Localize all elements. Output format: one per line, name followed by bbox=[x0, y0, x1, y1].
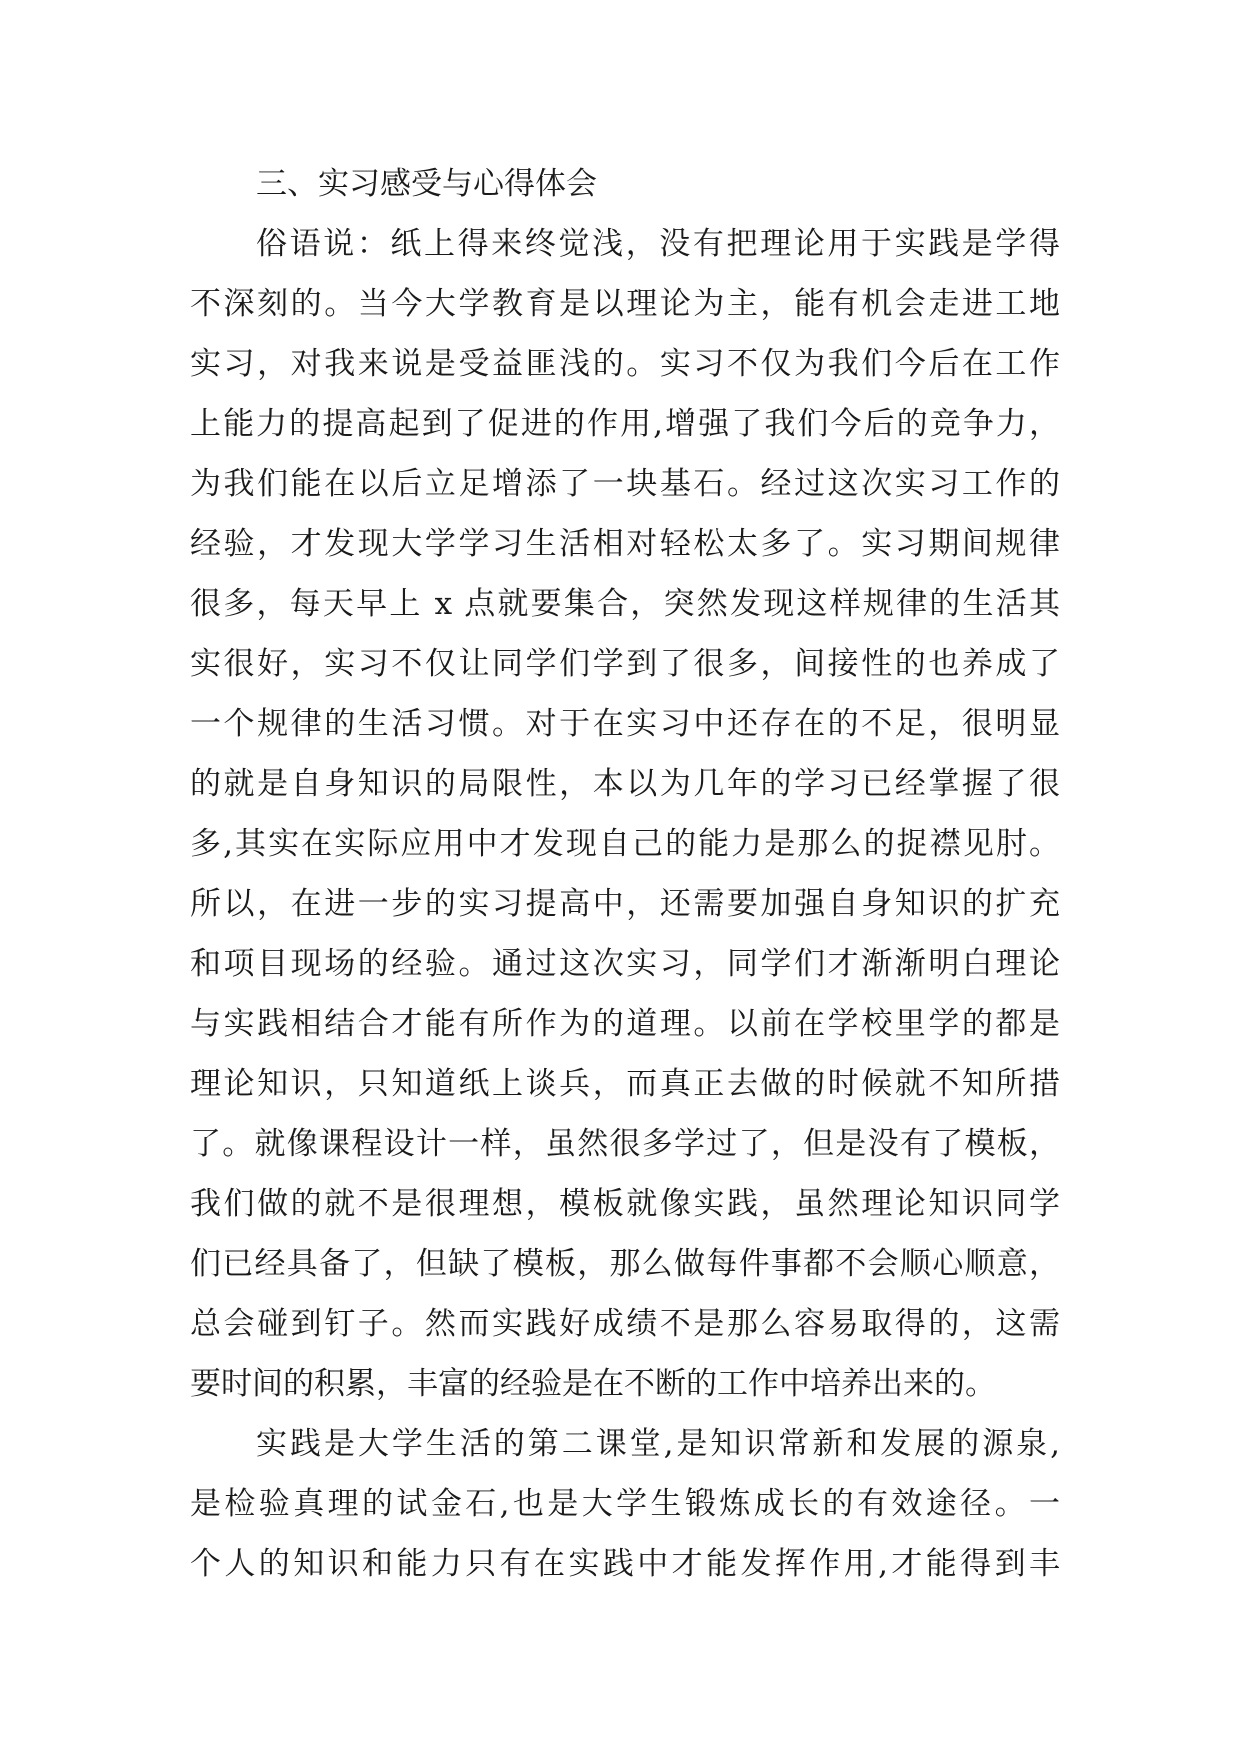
paragraph-line: 多,其实在实际应用中才发现自己的能力是那么的捉襟见肘。 bbox=[190, 826, 1060, 862]
paragraph-line: 上能力的提高起到了促进的作用,增强了我们今后的竞争力， bbox=[190, 406, 1060, 442]
paragraph-line: 一个规律的生活习惯。对于在实习中还存在的不足，很明显 bbox=[190, 706, 1060, 742]
paragraph-1 bbox=[190, 214, 1060, 1414]
paragraph-line: 很多，每天早上 x 点就要集合，突然发现这样规律的生活其 bbox=[190, 586, 1060, 622]
paragraph-line: 们已经具备了，但缺了模板，那么做每件事都不会顺心顺意， bbox=[190, 1246, 1060, 1282]
paragraph-line: 我们做的就不是很理想，模板就像实践，虽然理论知识同学 bbox=[190, 1186, 1060, 1222]
document-body bbox=[190, 154, 1060, 1594]
paragraph-line: 俗语说：纸上得来终觉浅，没有把理论用于实践是学得 bbox=[256, 226, 1060, 262]
paragraph-line: 不深刻的。当今大学教育是以理论为主，能有机会走进工地 bbox=[190, 286, 1060, 322]
paragraph-line: 要时间的积累，丰富的经验是在不断的工作中培养出来的。 bbox=[190, 1366, 996, 1402]
section-heading: 三、实习感受与心得体会 bbox=[256, 166, 597, 202]
paragraph-line: 理论知识，只知道纸上谈兵，而真正去做的时候就不知所措 bbox=[190, 1066, 1060, 1102]
paragraph-line: 的就是自身知识的局限性，本以为几年的学习已经掌握了很 bbox=[190, 766, 1060, 802]
paragraph-line: 和项目现场的经验。通过这次实习，同学们才渐渐明白理论 bbox=[190, 946, 1060, 982]
paragraph-line: 所以，在进一步的实习提高中，还需要加强自身知识的扩充 bbox=[190, 886, 1060, 922]
paragraph-line: 与实践相结合才能有所作为的道理。以前在学校里学的都是 bbox=[190, 1006, 1060, 1042]
paragraph-line: 实习，对我来说是受益匪浅的。实习不仅为我们今后在工作 bbox=[190, 346, 1060, 382]
paragraph-2 bbox=[190, 1414, 1060, 1594]
paragraph-line: 实很好，实习不仅让同学们学到了很多，间接性的也养成了 bbox=[190, 646, 1060, 682]
paragraph-line: 为我们能在以后立足增添了一块基石。经过这次实习工作的 bbox=[190, 466, 1060, 502]
paragraph-line: 了。就像课程设计一样，虽然很多学过了，但是没有了模板， bbox=[190, 1126, 1060, 1162]
paragraph-line: 实践是大学生活的第二课堂,是知识常新和发展的源泉, bbox=[256, 1426, 1060, 1462]
paragraph-line: 经验，才发现大学学习生活相对轻松太多了。实习期间规律 bbox=[190, 526, 1060, 562]
paragraph-line: 个人的知识和能力只有在实践中才能发挥作用,才能得到丰 bbox=[190, 1546, 1060, 1582]
paragraph-line: 是检验真理的试金石,也是大学生锻炼成长的有效途径。一 bbox=[190, 1486, 1060, 1522]
paragraph-line: 总会碰到钉子。然而实践好成绩不是那么容易取得的，这需 bbox=[190, 1306, 1060, 1342]
